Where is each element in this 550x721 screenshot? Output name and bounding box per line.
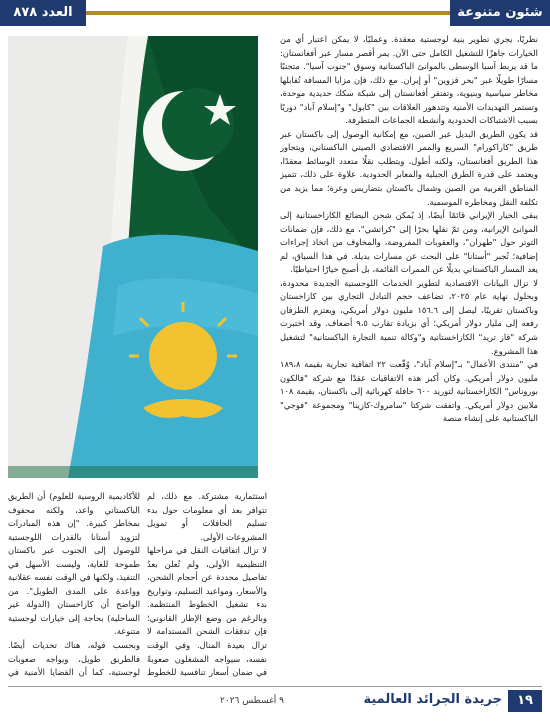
page-number: ١٩ — [508, 690, 542, 712]
paragraph: للأكاديمية الروسية للعلوم) أن الطريق الباكستاني واعد، ولكنه محفوف بمخاطر كبيرة. "إن هذه المبادرات لتزويد أستانا بالقدرات اللوجستية للوصول إلى الجنوب عبر باكستان طموحة للغاية، وليست الأسهل في التنفيذ، ولكنها في الوقت نفسه عقلانية وواعدة على المدى الطويل". من الواضح أن كازاخستان (الدولة غير الساحلية) بحاجة إلى خيارات لوجستية متنوعة. — [8, 491, 140, 637]
publication-name: جريدة الجرائد العالمية — [363, 692, 502, 707]
issue-number-label: العدد ٨٧٨ — [0, 0, 86, 26]
page-header — [0, 0, 550, 26]
paragraph: في "منتدى الأعمال" بـ"إسلام آباد"، وُقّعت ٢٢ اتفاقية تجارية بقيمة ١٨٩،٨ مليون دولار أمريكي. وكان أكبر هذه الاتفاقيات عقدًا مع شركة "فالكون بوروناس" الكازاخستانية لتوريد ٦٠٠ حافلة كهربائية إلى باكستان، بقيمة ١٠٨ ملايين دولار أمريكي. واتفقت شركتا "سامروك-كازينا" ومجموعة "فوجي" الباكستانية على إنشاء منصة — [280, 359, 538, 424]
paragraph: لا تزال البيانات الاقتصادية لتطوير الخدمات اللوجستية الجديدة محدودة، وبحلول نهاية عام ٢٠٢٥، تضاعف حجم التبادل التجاري بين كازاخستان وباكستان تقريبًا، ليصل إلى ١٥٦.٦ مليون دولار أمريكي، ويعتزم الطرفان رفعه إلى مليار دولار أمريكي؛ أي بزيادة تقارب ٩،٥ أضعاف. وقد اختبرت شركة "قاز تريد" الكازاخستانية و"وكالة تنمية التجارة الباكستانية" لتشغيل هذا المشروع. — [280, 277, 538, 356]
paragraph: استثمارية مشتركة. مع ذلك، لم تتوافر بعد أي معلومات حول بدء تسليم الحافلات أو تمويل المشروعات الأولى. — [147, 491, 267, 542]
flags-illustration — [8, 36, 258, 478]
page-footer — [0, 684, 550, 721]
header-accent-bar — [86, 11, 450, 15]
article-column-right — [280, 33, 538, 678]
article-column-left — [8, 490, 140, 678]
paragraph: نظريًا، يجري تطوير بنية لوجستية معقدة. وعمليًا، لا يمكن اعتبار أي من الخيارات جاهزًا للتشغيل الكامل حتى الآن. يمر أقصر مسار عبر أفغانستان: ما قد يربط آسيا الوسطى بالموانئ الباكستانية وسوق "جنوب آسيا". متجنبًا مسارًا طويلًا عبر "بحر قزوين" أو إيران. مع ذلك، فإن مزايا المسافة تُقابلها مخاطر سياسية وبنيوية، وتفتقر أفغانستان إلى شبكة سكك حديدية موحدة، وتستمر التهديدات الأمنية وتتدهور العلاقات بين "كابول" و"إسلام آباد" دوريًا بسبب الاشتباكات الحدودية وأنشطة الجماعات المتطرفة. — [280, 34, 538, 126]
paragraph: يبقى الخيار الإيراني قائمًا أيضًا، إذ يُمكن شحن البضائع الكازاخستانية إلى الموانئ الإيرانية، ومن ثمّ نقلها بحرًا إلى "كراتشي"، مع ذلك، فإن ضمانات التوتر حول "طهران"، والعقوبات المفروضة، والمخاوف من اتخاذ إجراءات إضافية؛ تُجبر "أستانا" على البحث عن مسارات بديلة. في هذا السياق، لم يعد المسار الباكستاني بديلًا عن الممرات القائمة، بل أصبح خيارًا احتياطيًا. — [280, 210, 538, 275]
flags-photo — [8, 36, 258, 478]
paragraph: قد يكون الطريق البديل عبر الصين، مع إمكانية الوصول إلى باكستان عبر طريق "كاراكورام" السريع والممر الاقتصادي الصيني الباكستاني، ويتجاوز هذا الطريق أفغانستان، ولكنه أطول، ويتطلب نقلًا متعدد الوسائط معقدًا، ويعتمد على قدرة الطرق الجبلية والمعابر الحدودية. علاوة على ذلك، تتميز المناطق الغربية من الصين وشمال باكستان بتضاريس وعرة؛ مما يزيد من تكلفة النقل ومخاطره الموسمية. — [280, 128, 538, 207]
sun-icon — [149, 322, 217, 390]
section-title: شئون متنوعة — [450, 0, 550, 26]
paragraph: وبحسب قوله، هناك تحديات أيضًا. فالطريق طويل، ويواجه صعوبات لوجستية، كما أن القضايا الأمنية في — [8, 640, 140, 678]
paragraph: لا تزال اتفاقيات النقل في مراحلها التنظيمية الأولى، ولم تُعلن بعدُ تفاصيل محددة عن أحجام الشحن، والأسعار، ومواعيد التسليم، وتواريخ بدء تشغيل الخطوط المنتظمة. وبالرغم من وضع الإطار القانوني؛ فإن تدفقات الشحن المستدامة لا تزال بعيدة المنال. وفي الوقت نفسه، سيواجه المشغلون صعوبةً في ضمان أسعار تنافسية للخطوط — [147, 545, 267, 678]
article-column-middle — [147, 490, 267, 678]
issue-date: ٩ أغسطس ٢٠٢٦ — [220, 696, 285, 706]
footer-divider — [8, 686, 542, 687]
